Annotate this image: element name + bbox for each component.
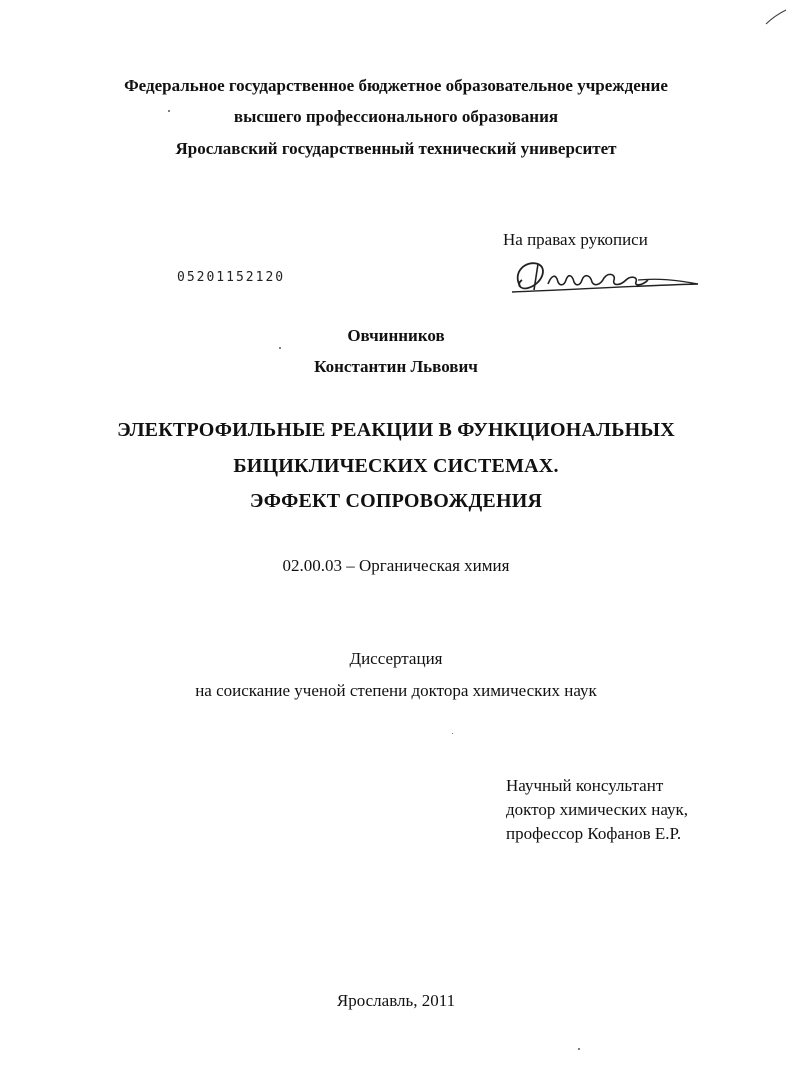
thesis-title-line-2: БИЦИКЛИЧЕСКИХ СИСТЕМАХ. <box>233 455 559 477</box>
catalog-number: 05201152120 <box>177 270 286 285</box>
author-given-names: Константин Львович <box>314 357 478 376</box>
institution-line-3: Ярославский государственный технический университет <box>175 139 617 158</box>
institution-line-1: Федеральное государственное бюджетное образовательное учреждение <box>124 76 668 95</box>
signature-image <box>508 250 708 306</box>
author-surname: Овчинников <box>347 326 445 345</box>
scan-speck <box>168 110 170 112</box>
consultant-block <box>506 774 688 846</box>
footer-city-year: Ярославль, 2011 <box>336 991 456 1010</box>
specialty: 02.00.03 – Органическая химия <box>282 556 510 575</box>
institution-line-2: высшего профессионального образования <box>233 107 559 126</box>
scan-speck <box>578 1048 580 1050</box>
consultant-line-1: Научный консультант <box>506 776 664 795</box>
scan-speck <box>452 733 453 734</box>
consultant-line-3: профессор Кофанов Е.Р. <box>506 824 682 843</box>
thesis-title-line-3: ЭФФЕКТ СОПРОВОЖДЕНИЯ <box>249 490 543 512</box>
document-type: Диссертация <box>349 649 443 668</box>
degree-sought: на соискание ученой степени доктора химических наук <box>195 681 597 700</box>
thesis-title-line-1: ЭЛЕКТРОФИЛЬНЫЕ РЕАКЦИИ В ФУНКЦИОНАЛЬНЫХ <box>117 419 675 441</box>
scan-speck <box>279 347 281 349</box>
consultant-line-2: доктор химических наук, <box>506 800 689 819</box>
manuscript-note: На правах рукописи <box>503 230 648 249</box>
corner-mark <box>764 8 788 28</box>
